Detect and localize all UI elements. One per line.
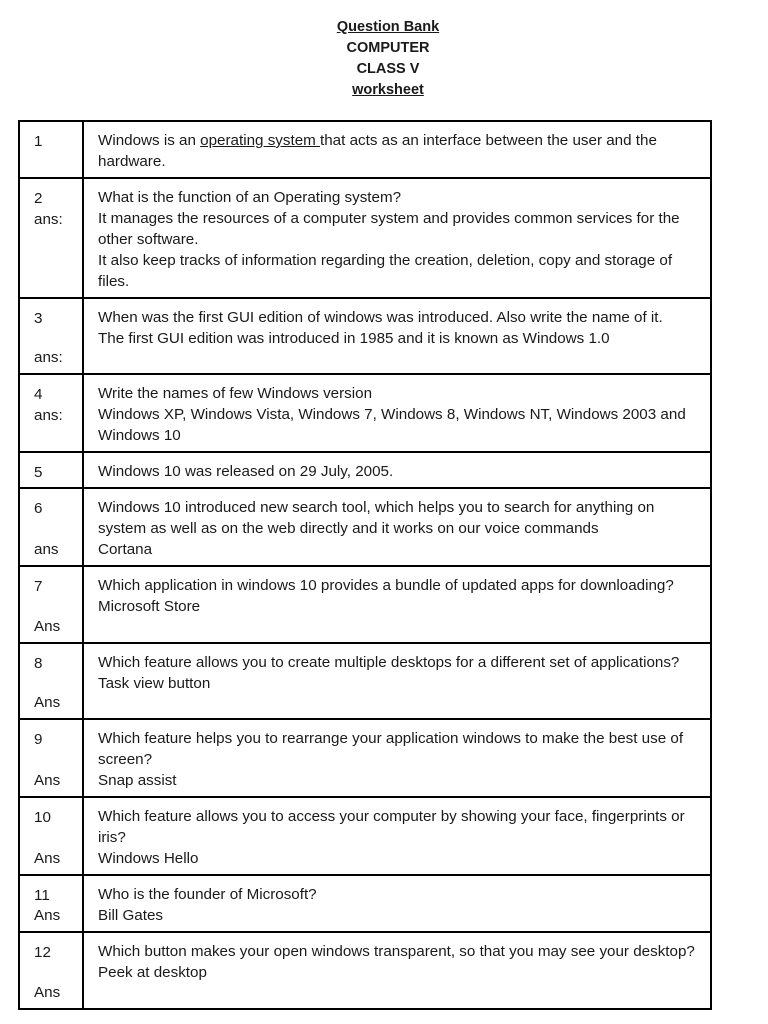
row-number: 5: [34, 464, 43, 481]
subject-label: COMPUTER: [346, 40, 430, 56]
row-number: 7: [34, 578, 43, 595]
row-number-cell: [19, 121, 83, 178]
question-text: Write the names of few Windows version: [98, 385, 373, 402]
answer-label: Ans: [34, 772, 61, 789]
table-row: [19, 452, 711, 488]
answer-text: Windows XP, Windows Vista, Windows 7, Windows 8, Windows NT, Windows 2003 and Windows 10: [98, 406, 686, 444]
row-number: 4: [34, 386, 43, 403]
answer-text: It manages the resources of a computer system and provides common services for the other software.: [98, 210, 680, 248]
question-text: [98, 132, 657, 170]
question-text: What is the function of an Operating system?: [98, 189, 402, 206]
answer-label: Ans: [34, 984, 61, 1001]
question-cell: [83, 875, 711, 932]
question-text: Which feature allows you to access your computer by showing your face, fingerprints or iris?: [98, 808, 685, 846]
answer-text: Task view button: [98, 675, 211, 692]
question-cell: [83, 121, 711, 178]
row-number-cell: [19, 875, 83, 932]
question-cell: [83, 452, 711, 488]
answer-text: The first GUI edition was introduced in 1985 and it is known as Windows 1.0: [98, 330, 610, 347]
answer-text: Snap assist: [98, 772, 177, 789]
answer-label: ans:: [34, 349, 63, 366]
row-number-cell: [19, 797, 83, 875]
question-cell: [83, 797, 711, 875]
table-row: [19, 932, 711, 1009]
row-number: 2: [34, 190, 43, 207]
answer-label: ans:: [34, 407, 63, 424]
answer-text: Cortana: [98, 541, 153, 558]
answer-text-2: It also keep tracks of information regarding the creation, deletion, copy and storage of files.: [98, 252, 673, 290]
row-number: 11: [34, 887, 50, 904]
worksheet-header: [0, 17, 768, 101]
question-cell: [83, 643, 711, 719]
table-row: [19, 298, 711, 374]
row-number-cell: [19, 566, 83, 643]
answer-text: Microsoft Store: [98, 598, 201, 615]
question-text: Which feature helps you to rearrange your application windows to make the best use of screen?: [98, 730, 684, 768]
table-row: [19, 488, 711, 566]
question-text: When was the first GUI edition of windows was introduced. Also write the name of it.: [98, 309, 663, 326]
table-row: [19, 566, 711, 643]
question-cell: [83, 719, 711, 797]
table-row: [19, 374, 711, 452]
question-text: Windows 10 was released on 29 July, 2005.: [98, 463, 394, 480]
row-number: 10: [34, 809, 51, 826]
row-number: 3: [34, 310, 43, 327]
row-number-cell: [19, 374, 83, 452]
question-prefix: Windows is an: [98, 132, 201, 149]
row-number: 9: [34, 731, 43, 748]
table-row: [19, 797, 711, 875]
answer-text: Windows Hello: [98, 850, 199, 867]
row-number-cell: [19, 643, 83, 719]
table-row: [19, 719, 711, 797]
question-text: Which application in windows 10 provides a bundle of updated apps for downloading?: [98, 577, 674, 594]
question-cell: [83, 178, 711, 298]
row-number-cell: [19, 488, 83, 566]
row-number-cell: [19, 452, 83, 488]
question-text: Who is the founder of Microsoft?: [98, 886, 317, 903]
row-number: 12: [34, 944, 51, 961]
row-number-cell: [19, 719, 83, 797]
answer-label: Ans: [34, 907, 61, 924]
answer-label: Ans: [34, 850, 61, 867]
question-suffix: that acts as an interface between the user and the hardware.: [98, 132, 657, 170]
answer-label: ans: [34, 541, 59, 558]
class-label: CLASS V: [356, 61, 420, 77]
table-row: [19, 875, 711, 932]
question-text: Which feature allows you to create multiple desktops for a different set of applications?: [98, 654, 680, 671]
question-text: Windows 10 introduced new search tool, which helps you to search for anything on system as well as on the web directly and it works on our voice commands: [98, 499, 655, 537]
row-number-cell: [19, 932, 83, 1009]
answer-text: Peek at desktop: [98, 964, 207, 981]
row-number-cell: [19, 178, 83, 298]
question-cell: [83, 298, 711, 374]
answer-text: Bill Gates: [98, 907, 163, 924]
question-cell: [83, 566, 711, 643]
table-row: [19, 121, 711, 178]
answer-label: ans:: [34, 211, 63, 228]
question-cell: [83, 488, 711, 566]
answer-label: Ans: [34, 618, 61, 635]
question-table: [18, 120, 712, 1010]
row-number: 1: [34, 133, 43, 150]
worksheet-label: worksheet: [352, 82, 424, 98]
table-row: [19, 643, 711, 719]
table-row: [19, 178, 711, 298]
row-number-cell: [19, 298, 83, 374]
question-cell: [83, 932, 711, 1009]
question-cell: [83, 374, 711, 452]
row-number: 6: [34, 500, 43, 517]
underlined-term: operating system: [200, 132, 321, 149]
page-title: Question Bank: [336, 19, 440, 35]
question-text: Which button makes your open windows transparent, so that you may see your desktop?: [98, 943, 695, 960]
answer-label: Ans: [34, 694, 61, 711]
row-number: 8: [34, 655, 43, 672]
